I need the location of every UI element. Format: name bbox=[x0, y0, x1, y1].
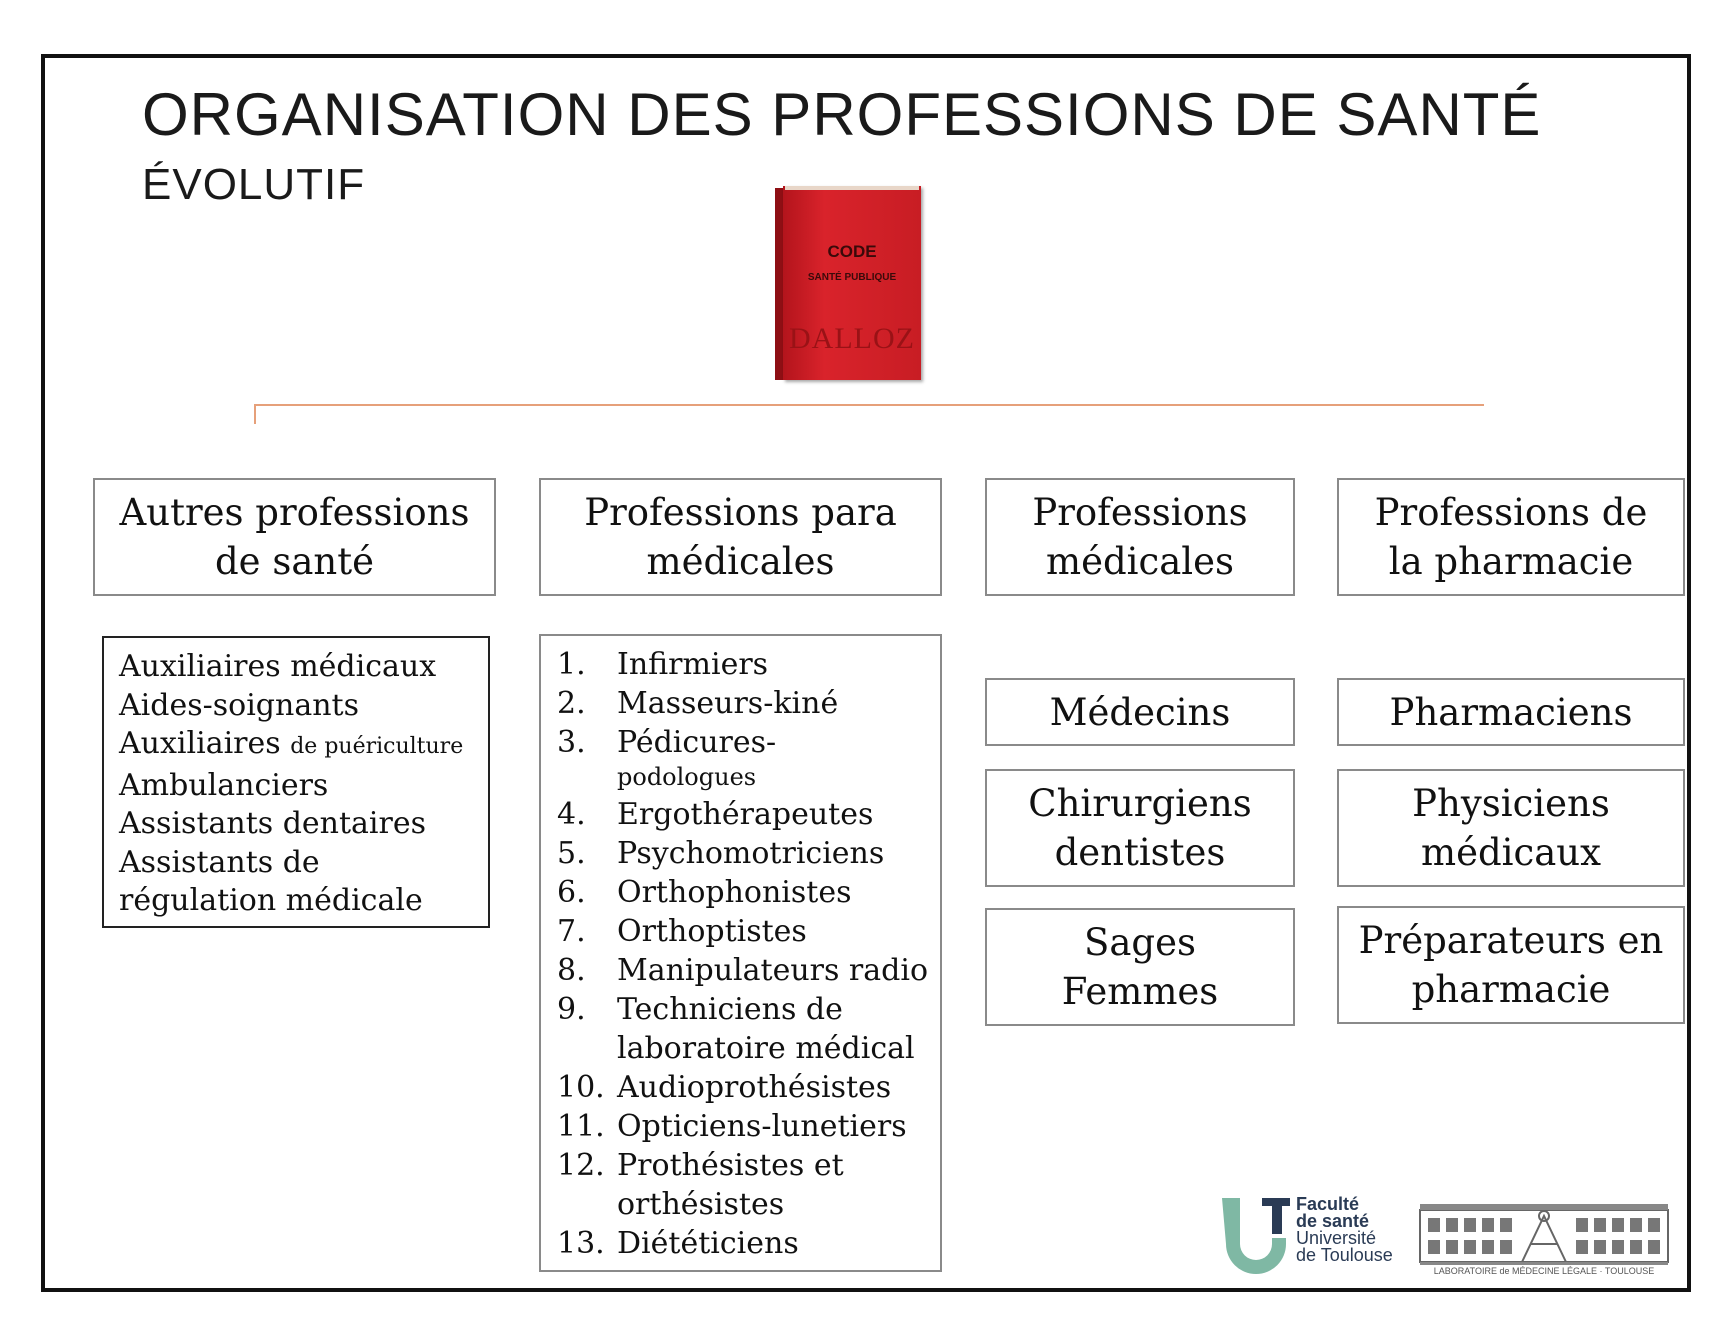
list-item: 10. Audioprothésistes bbox=[557, 1070, 892, 1105]
medicales-item bbox=[985, 678, 1295, 746]
list-item-continuation: podologues bbox=[617, 763, 757, 791]
list-item: 9. Techniciens de bbox=[557, 992, 843, 1027]
logo-line: Faculté bbox=[1296, 1194, 1360, 1214]
pharmacie-item-label: Préparateurs en pharmacie bbox=[1358, 919, 1664, 1011]
list-item: 3. Pédicures- bbox=[557, 725, 777, 760]
book-brand: DALLOZ bbox=[789, 322, 915, 355]
pharmacie-item-label: Physiciens médicaux bbox=[1412, 782, 1610, 874]
pharmacie-item bbox=[1337, 678, 1685, 746]
book-pages bbox=[785, 186, 919, 190]
page-subtitle: ÉVOLUTIF bbox=[142, 160, 366, 209]
category-paramedicales bbox=[539, 478, 942, 596]
universite-toulouse-logo-icon bbox=[1218, 1196, 1292, 1280]
list-item: 2. Masseurs-kiné bbox=[557, 686, 839, 721]
medicales-item-label: Médecins bbox=[1049, 690, 1231, 734]
faculte-sante-logo-text bbox=[1296, 1196, 1393, 1264]
medicales-item bbox=[985, 908, 1295, 1026]
list-item: Assistants dentaires bbox=[119, 806, 427, 841]
list-item-continuation: orthésistes bbox=[617, 1187, 785, 1222]
list-item: Auxiliaires médicaux bbox=[119, 649, 437, 684]
list-item: Assistants de bbox=[119, 844, 320, 880]
logo-line: Université bbox=[1296, 1228, 1377, 1248]
list-item: 6. Orthophonistes bbox=[557, 875, 852, 910]
pharmacie-item bbox=[1337, 769, 1685, 887]
list-item: 1. Infirmiers bbox=[557, 647, 769, 682]
category-pharmacie-label: Professions de la pharmacie bbox=[1374, 491, 1648, 583]
list-item: 4. Ergothérapeutes bbox=[557, 797, 874, 832]
list-item: Aides-soignants bbox=[119, 687, 359, 723]
autres-list bbox=[102, 636, 490, 928]
list-item-continuation: laboratoire médical bbox=[617, 1031, 915, 1066]
book-cover bbox=[783, 186, 921, 380]
paramedicales-list bbox=[539, 634, 942, 1272]
category-autres bbox=[93, 478, 496, 596]
list-item-suffix: de puériculture bbox=[290, 734, 464, 759]
list-item: 7. Orthoptistes bbox=[557, 914, 807, 949]
category-pharmacie bbox=[1337, 478, 1685, 596]
medicales-item-label: Sages Femmes bbox=[1061, 921, 1219, 1013]
medicales-item-label: Chirurgiens dentistes bbox=[1028, 782, 1252, 874]
category-autres-label: Autres professions de santé bbox=[119, 491, 470, 583]
list-item: 13. Diététiciens bbox=[557, 1226, 799, 1261]
labo-caption: LABORATOIRE de MÉDECINE LÉGALE · TOULOUSE bbox=[1433, 1266, 1655, 1276]
book-title: CODE bbox=[827, 242, 877, 261]
list-item: Ambulanciers bbox=[119, 767, 329, 803]
list-item: 11. Opticiens-lunetiers bbox=[557, 1109, 907, 1144]
pharmacie-item-label: Pharmaciens bbox=[1389, 690, 1633, 734]
connector-drop bbox=[254, 404, 256, 424]
connector-line bbox=[254, 404, 1484, 406]
code-sante-publique-book-image bbox=[775, 186, 925, 382]
page-title: ORGANISATION DES PROFESSIONS DE SANTÉ bbox=[142, 81, 1542, 148]
logo-line: de santé bbox=[1296, 1211, 1370, 1231]
medicales-item bbox=[985, 769, 1295, 887]
list-item: 12. Prothésistes et bbox=[557, 1148, 844, 1183]
category-medicales-label: Professions médicales bbox=[1032, 491, 1248, 583]
list-item-label: Auxiliaires bbox=[119, 726, 281, 761]
category-paramedicales-label: Professions para médicales bbox=[584, 491, 897, 583]
list-item bbox=[119, 725, 488, 767]
logo-line: de Toulouse bbox=[1296, 1245, 1393, 1265]
list-item: régulation médicale bbox=[119, 883, 423, 918]
book-subtitle: SANTÉ PUBLIQUE bbox=[807, 272, 897, 283]
list-item: 5. Psychomotriciens bbox=[557, 836, 885, 871]
category-medicales bbox=[985, 478, 1295, 596]
list-item: 8. Manipulateurs radio bbox=[557, 953, 929, 988]
pharmacie-item bbox=[1337, 906, 1685, 1024]
